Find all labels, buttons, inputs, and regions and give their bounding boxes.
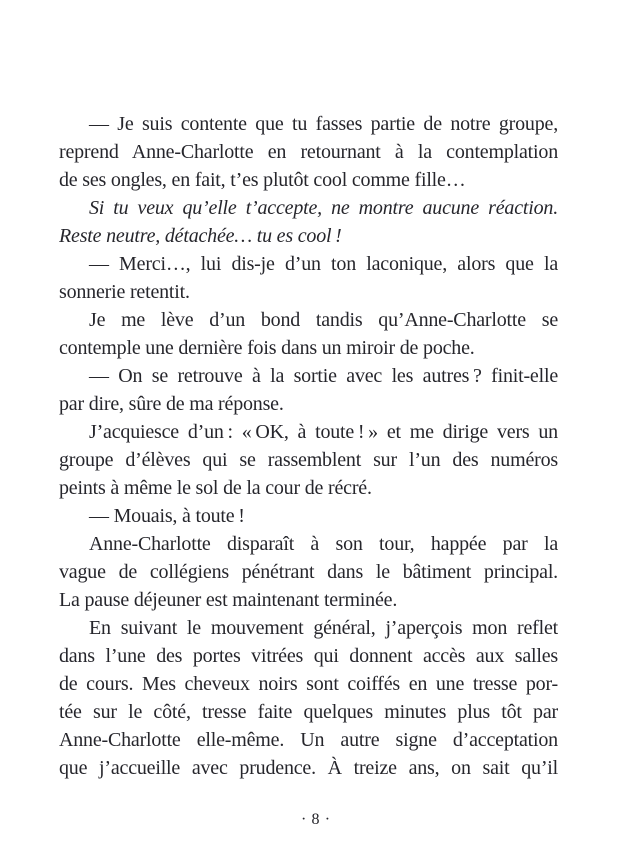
text-line: — Je suis contente que tu fasses partie de notre groupe, [89, 113, 558, 135]
text-line: Si tu veux qu’elle t’accepte, ne montre aucune réaction. [89, 197, 558, 219]
text-line: peints à même le sol de la cour de récré. [59, 477, 372, 499]
text-line: En suivant le mouvement général, j’aperçois mon reflet [89, 617, 558, 639]
text-line: Anne-Charlotte elle-même. Un autre signe d’acceptation [59, 729, 558, 751]
text-line: vague de collégiens pénétrant dans le bâtiment principal. [59, 561, 558, 583]
page-number: · 8 · [300, 811, 332, 828]
text-line: contemple une dernière fois dans un miroir de poche. [59, 337, 475, 359]
text-line: — Mouais, à toute ! [89, 505, 245, 527]
text-line: reprend Anne-Charlotte en retournant à la contemplation [59, 141, 558, 163]
text-line: par dire, sûre de ma réponse. [59, 393, 284, 415]
text-line: — On se retrouve à la sortie avec les autres ? finit-elle [89, 365, 558, 387]
text-line: La pause déjeuner est maintenant terminée. [59, 589, 398, 611]
text-line: de cours. Mes cheveux noirs sont coiffés en une tresse por- [59, 673, 558, 695]
text-line: Reste neutre, détachée… tu es cool ! [59, 225, 342, 247]
text-line: Je me lève d’un bond tandis qu’Anne-Charlotte se [89, 309, 558, 331]
text-line: dans l’une des portes vitrées qui donnent accès aux salles [59, 645, 558, 667]
text-line: Anne-Charlotte disparaît à son tour, happée par la [89, 533, 558, 555]
page-text [59, 110, 558, 782]
text-line: J’acquiesce d’un : « OK, à toute ! » et me dirige vers un [89, 421, 558, 443]
text-line: sonnerie retentit. [59, 281, 190, 303]
text-line: de ses ongles, en fait, t’es plutôt cool comme fille… [59, 169, 466, 191]
text-line: — Merci…, lui dis-je d’un ton laconique, alors que la [89, 253, 558, 275]
text-line: groupe d’élèves qui se rassemblent sur l’un des numéros [59, 449, 558, 471]
text-line: que j’accueille avec prudence. À treize ans, on sait qu’il [59, 757, 558, 779]
text-line: tée sur le côté, tresse faite quelques minutes plus tôt par [59, 701, 558, 723]
